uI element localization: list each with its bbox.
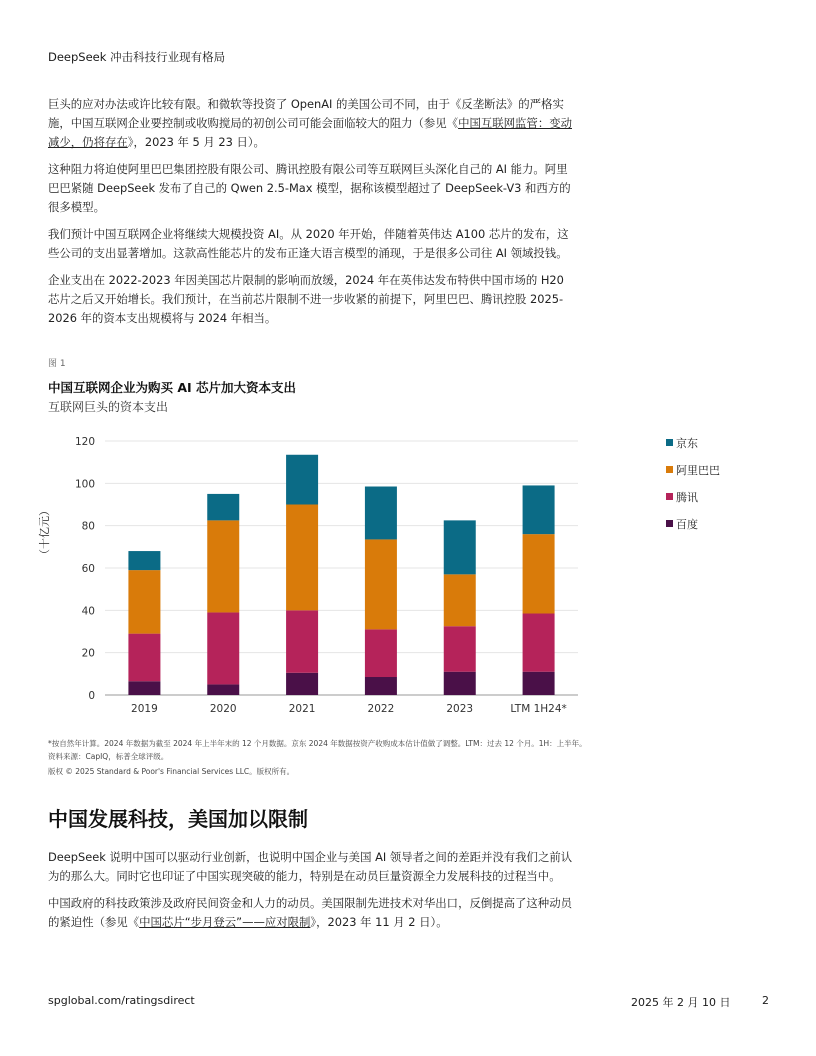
- intro-paragraph-3: 我们预计中国互联网企业将继续大规模投资 AI。从 2020 年开始，伴随着英伟达 A100 芯片的发布，这些公司的支出显著增加。这款高性能芯片的发布正逢大语言模型的涌现，于是很多公司往 AI 领域投钱。: [48, 227, 569, 260]
- section-text: [48, 848, 578, 940]
- intro-paragraph-2: 这种阻力将迫使阿里巴巴集团控股有限公司、腾讯控股有限公司等互联网巨头深化自己的 AI 能力。阿里巴巴紧随 DeepSeek 发布了自己的 Qwen 2.5-Max 模型，据称该模型超过了 DeepSeek-V3 和西方的很多模型。: [48, 162, 571, 214]
- capex-stacked-bar-chart: [60, 430, 590, 720]
- section-title: 中国发展科技，美国加以限制: [48, 807, 308, 831]
- section-paragraph-2-tail: 》，2023 年 11 月 2 日）。: [310, 915, 448, 929]
- y-tick-label: 80: [81, 520, 95, 533]
- bar-segment: [365, 629, 397, 677]
- y-tick-label: 0: [88, 690, 95, 702]
- y-tick-label: 120: [74, 436, 95, 448]
- chart-legend: [666, 436, 720, 544]
- section-paragraph-2-text: 中国政府的科技政策涉及政府民间资金和人力的动员。美国限制先进技术对华出口，反倒提高了这种动员的紧迫性（参见《: [48, 896, 572, 929]
- section-paragraph-1: DeepSeek 说明中国可以驱动行业创新，也说明中国企业与美国 AI 领导者之间的差距并没有我们之前认为的那么大。同时它也印证了中国实现突破的能力，特别是在动员巨量资源全力发展科技的过程当中。: [48, 850, 573, 883]
- legend-label: 京东: [676, 436, 698, 450]
- chart-y-axis-label: （十亿元）: [38, 505, 51, 560]
- bar-segment: [365, 677, 397, 695]
- legend-swatch: [666, 493, 673, 500]
- legend-label: 百度: [676, 517, 698, 531]
- intro-paragraph-1: [48, 95, 578, 152]
- figure-copyright: 版权 © 2025 Standard & Poor's Financial Services LLC。版权所有。: [48, 767, 295, 776]
- legend-item: [666, 436, 720, 449]
- bar-segment: [128, 681, 160, 695]
- figure-subtitle: 互联网巨头的资本支出: [48, 400, 169, 414]
- bar-segment: [207, 520, 239, 612]
- y-tick-label: 100: [74, 478, 95, 491]
- bar-segment: [365, 487, 397, 540]
- x-tick-label: 2019: [131, 703, 158, 715]
- bar-segment: [286, 505, 318, 611]
- legend-swatch: [666, 439, 673, 446]
- legend-item: [666, 517, 720, 530]
- footer-page-number: 2: [762, 994, 769, 1007]
- y-tick-label: 20: [81, 647, 95, 660]
- x-tick-label: LTM 1H24*: [510, 703, 567, 715]
- intro-paragraph-1-tail: 》，2023 年 5 月 23 日）。: [127, 135, 265, 149]
- legend-item: [666, 490, 720, 503]
- x-tick-label: 2020: [209, 703, 237, 715]
- figure-label: 图 1: [48, 359, 66, 369]
- intro-paragraph-4: 企业支出在 2022-2023 年因美国芯片限制的影响而放缓，2024 年在英伟达发布特供中国市场的 H20 芯片之后又开始增长。我们预计，在当前芯片限制不进一步收紧的前提下，阿里巴巴、腾讯控股 2025-2026 年的资本支出规模将与 2024 年相当。: [48, 273, 564, 325]
- x-tick-label: 2022: [367, 703, 395, 715]
- intro-paragraph-1-text: 巨头的应对办法或许比较有限。和微软等投资了 OpenAI 的美国公司不同，由于《反垄断法》的严格实施，中国互联网企业要控制或收购搅局的初创公司可能会面临较大的阻力（参见《: [48, 97, 564, 130]
- bar-segment: [128, 570, 160, 634]
- section-paragraph-2: [48, 894, 578, 932]
- link-china-chips[interactable]: 中国芯片“步月登云”——应对限制: [139, 915, 311, 929]
- bar-segment: [286, 610, 318, 672]
- bar-segment: [207, 684, 239, 695]
- bar-segment: [523, 672, 555, 695]
- bar-segment: [128, 634, 160, 682]
- bar-segment: [444, 520, 476, 574]
- bar-segment: [444, 574, 476, 626]
- legend-label: 腾讯: [676, 490, 698, 504]
- x-tick-label: 2021: [288, 703, 316, 715]
- x-tick-label: 2023: [446, 703, 474, 715]
- bar-segment: [523, 614, 555, 672]
- bar-segment: [286, 455, 318, 505]
- bar-segment: [365, 539, 397, 629]
- bar-segment: [207, 494, 239, 520]
- bar-segment: [444, 672, 476, 695]
- bar-segment: [128, 551, 160, 570]
- legend-item: [666, 463, 720, 476]
- y-tick-label: 60: [81, 563, 95, 575]
- footer-date: 2025 年 2 月 10 日: [631, 996, 731, 1009]
- bar-segment: [286, 673, 318, 695]
- bar-segment: [207, 612, 239, 684]
- bar-segment: [523, 485, 555, 534]
- footer-site-link[interactable]: spglobal.com/ratingsdirect: [48, 994, 195, 1007]
- bar-segment: [444, 626, 476, 672]
- intro-text: [48, 95, 578, 336]
- y-tick-label: 40: [81, 605, 95, 618]
- legend-swatch: [666, 520, 673, 527]
- page-header: DeepSeek 冲击科技行业现有格局: [48, 50, 226, 64]
- link-china-internet-regulation[interactable]: 中国互联网监管：变动减少，仍将存在: [48, 116, 572, 149]
- legend-label: 阿里巴巴: [676, 463, 720, 477]
- bar-segment: [523, 534, 555, 613]
- figure-title: 中国互联网企业为购买 AI 芯片加大资本支出: [48, 380, 297, 395]
- figure-footnote: *按自然年计算。2024 年数据为截至 2024 年上半年末的 12 个月数据。京东 2024 年数据按资产收购成本估计值做了调整。LTM：过去 12 个月。1H：上半年。资料来源：CapIQ，标普全球评级。: [48, 739, 587, 761]
- legend-swatch: [666, 466, 673, 473]
